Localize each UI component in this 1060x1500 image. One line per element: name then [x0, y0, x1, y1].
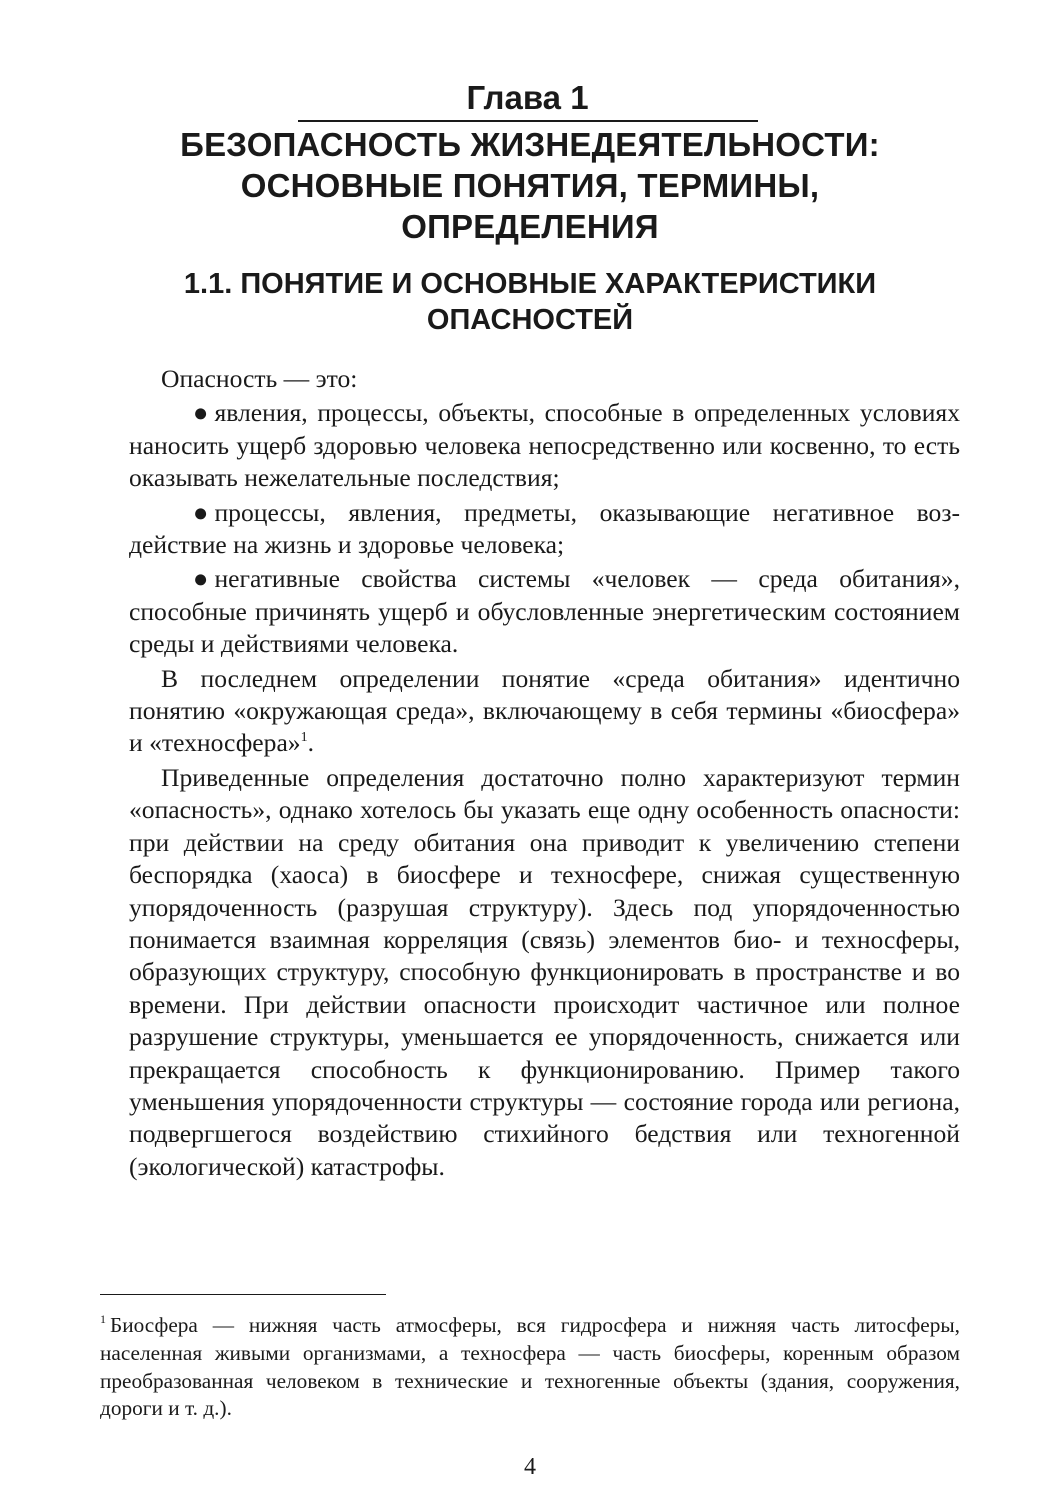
footnote-reference[interactable]: 1: [300, 730, 308, 746]
footnote-mark: 1: [100, 1312, 106, 1326]
footnote-paragraph: [100, 1312, 960, 1423]
bullet-icon: ●: [193, 564, 209, 594]
chapter-title-line: ОПРЕДЕЛЕНИЯ: [401, 208, 659, 245]
intro-paragraph: Опасность — это:: [161, 364, 358, 393]
chapter-title: [100, 124, 960, 247]
footnote-text: Биосфера — нижняя часть атмосферы, вся гидросфера и нижняя часть литосферы, населенная живыми организмами, а техносфера — часть биосферы, коренным образом преобразованная человеком в технические и техногенные объекты (здания, сооружения, дороги и т. д.).: [100, 1313, 960, 1421]
paragraph-end: .: [307, 728, 315, 758]
paragraph: Приведенные определения достаточно полно характеризуют термин «опасность», однако хотелось бы указать еще одну особенность опасности: при действии на среду обитания она приводит к увеличению степени беспорядка (хаоса) в биосфере и техносфере, снижая существенную упорядоченность (разрушая структуру). Здесь под упорядоченностью понимается взаимная корреляция (связь) элементов био- и техносферы, образующих структуру, способную функционировать в пространстве и во времени. При действии опасности происходит частичное или полное разрушение структуры, уменьшается ее упорядоченность, снижается или прекращается способность к функционированию. Пример такого уменьшения упорядоченности структуры — состояние города или региона, подвергшегося воздействию стихийного бедствия или техногенной (экологической) катастрофы.: [129, 762, 960, 1181]
footnote-divider: [100, 1294, 386, 1295]
list-item: [129, 397, 960, 494]
chapter-title-line: БЕЗОПАСНОСТЬ ЖИЗНЕДЕЯТЕЛЬНОСТИ:: [180, 126, 880, 163]
chapter-heading: [100, 78, 960, 247]
bullet-icon: ●: [193, 497, 209, 527]
chapter-title-line: ОСНОВНЫЕ ПОНЯТИЯ, ТЕРМИНЫ,: [240, 167, 820, 204]
bullet-icon: ●: [193, 398, 209, 428]
body-text: [129, 363, 960, 1183]
paragraph: [129, 663, 960, 760]
page-number: 4: [524, 1454, 536, 1480]
list-item-text: процессы, явления, предметы, оказывающие негативное воздействие на жизнь и здоровье человека;: [129, 497, 960, 560]
section-title-line: ОПАСНОСТЕЙ: [426, 304, 634, 336]
footnote: [100, 1312, 960, 1423]
section-title: [100, 266, 960, 338]
list-item: [129, 497, 960, 562]
list-item: [129, 563, 960, 660]
list-item-text: негативные свойства системы «человек — среда обитания», способные причинять ущерб и обусловленные энергетическим состоянием среды и действиями человека.: [129, 564, 960, 659]
chapter-label: Глава 1: [298, 78, 758, 122]
list-item-text: явления, процессы, объекты, способные в определенных условиях наносить ущерб здоровью человека непосредственно или косвенно, то есть оказывать нежелательные последствия;: [129, 398, 960, 493]
paragraph-text: В последнем определении понятие «среда обитания» идентично понятию «окружающая среда», включающему в себя термины «биосфера» и «техносфера»: [129, 663, 960, 758]
section-title-line: 1.1. ПОНЯТИЕ И ОСНОВНЫЕ ХАРАКТЕРИСТИКИ: [183, 268, 877, 300]
